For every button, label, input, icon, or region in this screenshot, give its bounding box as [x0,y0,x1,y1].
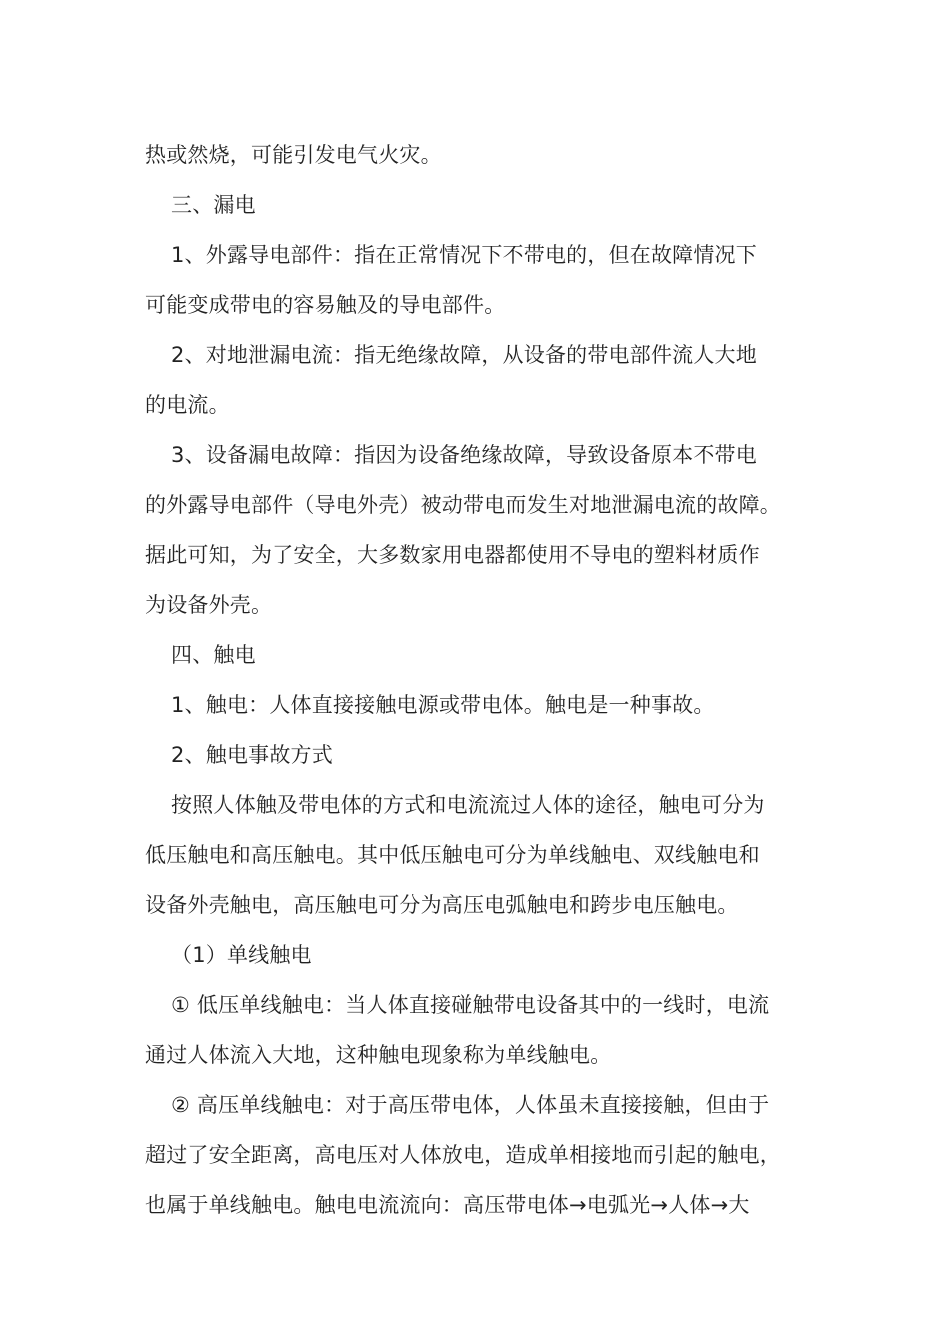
paragraph-line: 的电流。 [145,393,230,417]
document-body [145,130,815,1230]
paragraph-line: 通过人体流入大地，这种触电现象称为单线触电。 [145,1043,612,1067]
paragraph-line: 据此可知，为了安全，大多数家用电器都使用不导电的塑料材质作 [145,543,760,567]
paragraph-line: 可能变成带电的容易触及的导电部件。 [145,293,506,317]
paragraph-line: 1、外露导电部件：指在正常情况下不带电的，但在故障情况下 [171,243,757,267]
paragraph-line: 设备外壳触电，高压触电可分为高压电弧触电和跨步电压触电。 [145,893,739,917]
subsection-heading-single-line: （1）单线触电 [171,943,312,967]
paragraph-line: 为设备外壳。 [145,593,273,617]
paragraph-line: 3、设备漏电故障：指因为设备绝缘故障，导致设备原本不带电 [171,443,757,467]
section-heading-electric-shock: 四、触电 [171,643,256,667]
paragraph-line: 低压触电和高压触电。其中低压触电可分为单线触电、双线触电和 [145,843,760,867]
paragraph-line: 2、对地泄漏电流：指无绝缘故障，从设备的带电部件流人大地 [171,343,757,367]
section-heading-leakage: 三、漏电 [171,193,256,217]
paragraph-line: ② 高压单线触电：对于高压带电体，人体虽未直接接触，但由于 [171,1093,770,1117]
paragraph-line: 1、触电：人体直接接触电源或带电体。触电是一种事故。 [171,693,715,717]
paragraph-line: 也属于单线触电。触电电流流向：高压带电体→电弧光→人体→大 [145,1193,750,1217]
paragraph-line: 按照人体触及带电体的方式和电流流过人体的途径，触电可分为 [171,793,765,817]
paragraph-line: 的外露导电部件（导电外壳）被动带电而发生对地泄漏电流的故障。 [145,493,781,517]
paragraph-line: ① 低压单线触电：当人体直接碰触带电设备其中的一线时，电流 [171,993,770,1017]
paragraph-line: 热或然烧，可能引发电气火灾。 [145,143,442,167]
subsection-heading: 2、触电事故方式 [171,743,333,767]
paragraph-line: 超过了安全距离，高电压对人体放电，造成单相接地而引起的触电， [145,1143,781,1167]
